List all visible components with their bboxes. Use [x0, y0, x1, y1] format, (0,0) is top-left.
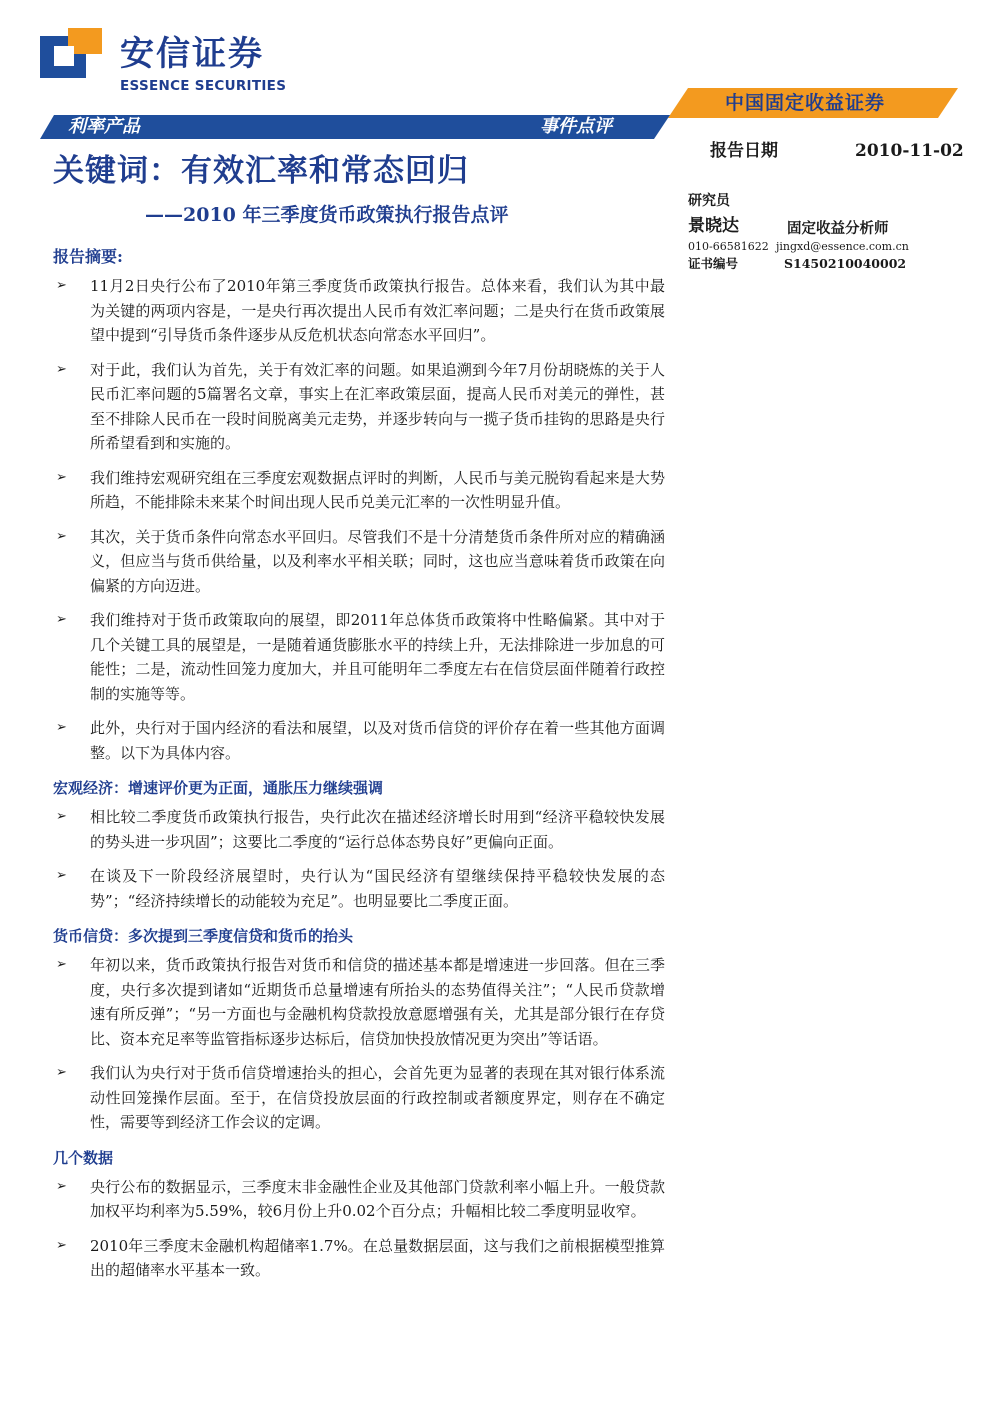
section-heading-summary: 报告摘要:	[53, 247, 123, 266]
list-item	[53, 1234, 665, 1283]
arrow-bullet-icon: ➢	[56, 278, 67, 293]
list-item	[53, 525, 665, 599]
report-tag: 中国固定收益证券	[725, 92, 886, 114]
list-item	[53, 716, 665, 765]
cert-label: 证书编号	[688, 256, 739, 271]
arrow-bullet-icon: ➢	[56, 868, 67, 883]
report-date-value: 2010-11-02	[855, 141, 964, 161]
report-date-label: 报告日期	[710, 141, 778, 161]
analyst-role: 研究员	[688, 193, 730, 209]
list-item	[53, 1175, 665, 1224]
list-item	[53, 466, 665, 515]
list-item	[53, 864, 665, 913]
brand-name-cn: 安信证券	[120, 34, 264, 74]
list-item	[53, 953, 665, 1051]
bullet-text: 2010年三季度末金融机构超储率1.7%。在总量数据层面，这与我们之前根据模型推算出的超储率水平基本一致。	[90, 1236, 665, 1279]
bullet-text: 此外，央行对于国内经济的看法和展望，以及对货币信贷的评价存在着一些其他方面调整。以下为具体内容。	[90, 719, 665, 762]
analyst-name: 景晓达	[688, 216, 739, 236]
arrow-bullet-icon: ➢	[56, 361, 67, 377]
page-subtitle: ——2010 年三季度货币政策执行报告点评	[145, 204, 509, 226]
list-item	[53, 805, 665, 854]
arrow-bullet-icon: ➢	[56, 1178, 67, 1194]
bullet-text: 相比较二季度货币政策执行报告，央行此次在描述经济增长时用到“经济平稳较快发展的势头进一步巩固”；这要比二季度的“运行总体态势良好”更偏向正面。	[90, 808, 665, 851]
bullet-text: 对于此，我们认为首先，关于有效汇率的问题。如果追溯到今年7月份胡晓炼的关于人民币汇率问题的5篇署名文章，事实上在汇率政策层面，提高人民币对美元的弹性，甚至不排除人民币在一段时间脱离美元走势，并逐步转向与一揽子货币挂钩的思路是央行所希望看到和实施的。	[90, 360, 665, 452]
arrow-bullet-icon: ➢	[56, 612, 67, 627]
analyst-phone: 010-66581622	[688, 240, 769, 253]
page-title: 关键词：有效汇率和常态回归	[53, 153, 469, 189]
bullet-text: 我们维持对于货币政策取向的展望，即2011年总体货币政策将中性略偏紧。其中对于几个关键工具的展望是，一是随着通货膨胀水平的持续上升，无法排除进一步加息的可能性；二是，流动性回笼力度加大，并且可能明年二季度左右在信贷层面伴随着行政控制的实施等等。	[90, 611, 665, 703]
section-heading-credit: 货币信贷：多次提到三季度信贷和货币的抬头	[53, 927, 354, 945]
cert-value: S1450210040002	[784, 256, 907, 271]
list-item	[53, 1061, 665, 1135]
bullet-text: 央行公布的数据显示，三季度末非金融性企业及其他部门贷款利率小幅上升。一般贷款加权平均利率为5.59%，较6月份上升0.02个百分点；升幅相比较二季度明显收窄。	[90, 1177, 665, 1220]
essence-logo	[40, 28, 310, 98]
section-heading-macro: 宏观经济：增速评价更为正面，通胀压力继续强调	[53, 779, 384, 797]
analyst-email: jingxd@essence.com.cn	[776, 240, 909, 253]
report-body	[53, 244, 665, 1293]
bullet-text: 11月2日央行公布了2010年第三季度货币政策执行报告。总体来看，我们认为其中最为关键的两项内容是，一是央行再次提出人民币有效汇率问题；二是央行在货币政策展望中提到“引导货币条件逐步从反危机状态向常态水平回归”。	[90, 277, 665, 344]
list-item	[53, 358, 665, 456]
essence-logo-icon	[40, 28, 102, 78]
bullet-text: 我们维持宏观研究组在三季度宏观数据点评时的判断，人民币与美元脱钩看起来是大势所趋，不能排除未来某个时间出现人民币兑美元汇率的一次性明显升值。	[90, 468, 665, 511]
bullet-text: 在谈及下一阶段经济展望时，央行认为“国民经济有望继续保持平稳较快发展的态势”；“经济持续增长的动能较为充足”。也明显要比二季度正面。	[90, 867, 665, 910]
analyst-title: 固定收益分析师	[787, 220, 889, 237]
brand-name-en: ESSENCE SECURITIES	[120, 78, 287, 94]
arrow-bullet-icon: ➢	[56, 957, 67, 972]
arrow-bullet-icon: ➢	[56, 469, 67, 485]
bullet-text: 我们认为央行对于货币信贷增速抬头的担心，会首先更为显著的表现在其对银行体系流动性回笼操作层面。至于，在信贷投放层面的行政控制或者额度界定，则存在不确定性，需要等到经济工作会议的定调。	[90, 1064, 665, 1131]
arrow-bullet-icon: ➢	[56, 720, 67, 735]
section-heading-data: 几个数据	[53, 1148, 114, 1167]
arrow-bullet-icon: ➢	[56, 1065, 67, 1080]
arrow-bullet-icon: ➢	[56, 809, 67, 824]
arrow-bullet-icon: ➢	[56, 528, 67, 544]
list-item	[53, 608, 665, 706]
report-type-label: 事件点评	[540, 116, 612, 137]
list-item	[53, 274, 665, 348]
arrow-bullet-icon: ➢	[56, 1237, 67, 1253]
bullet-text: 其次，关于货币条件向常态水平回归。尽管我们不是十分清楚货币条件所对应的精确涵义，但应当与货币供给量，以及利率水平相关联；同时，这也应当意味着货币政策在向偏紧的方向迈进。	[90, 527, 665, 595]
category-label: 利率产品	[68, 116, 140, 137]
bullet-text: 年初以来，货币政策执行报告对货币和信贷的描述基本都是增速进一步回落。但在三季度，央行多次提到诸如“近期货币总量增速有所抬头的态势值得关注”；“人民币贷款增速有所反弹”；“另一方面也与金融机构贷款投放意愿增强有关，尤其是部分银行在存贷比、资本充足率等监管指标逐步达标后，信贷加快投放情况更为突出”等话语。	[90, 956, 665, 1048]
